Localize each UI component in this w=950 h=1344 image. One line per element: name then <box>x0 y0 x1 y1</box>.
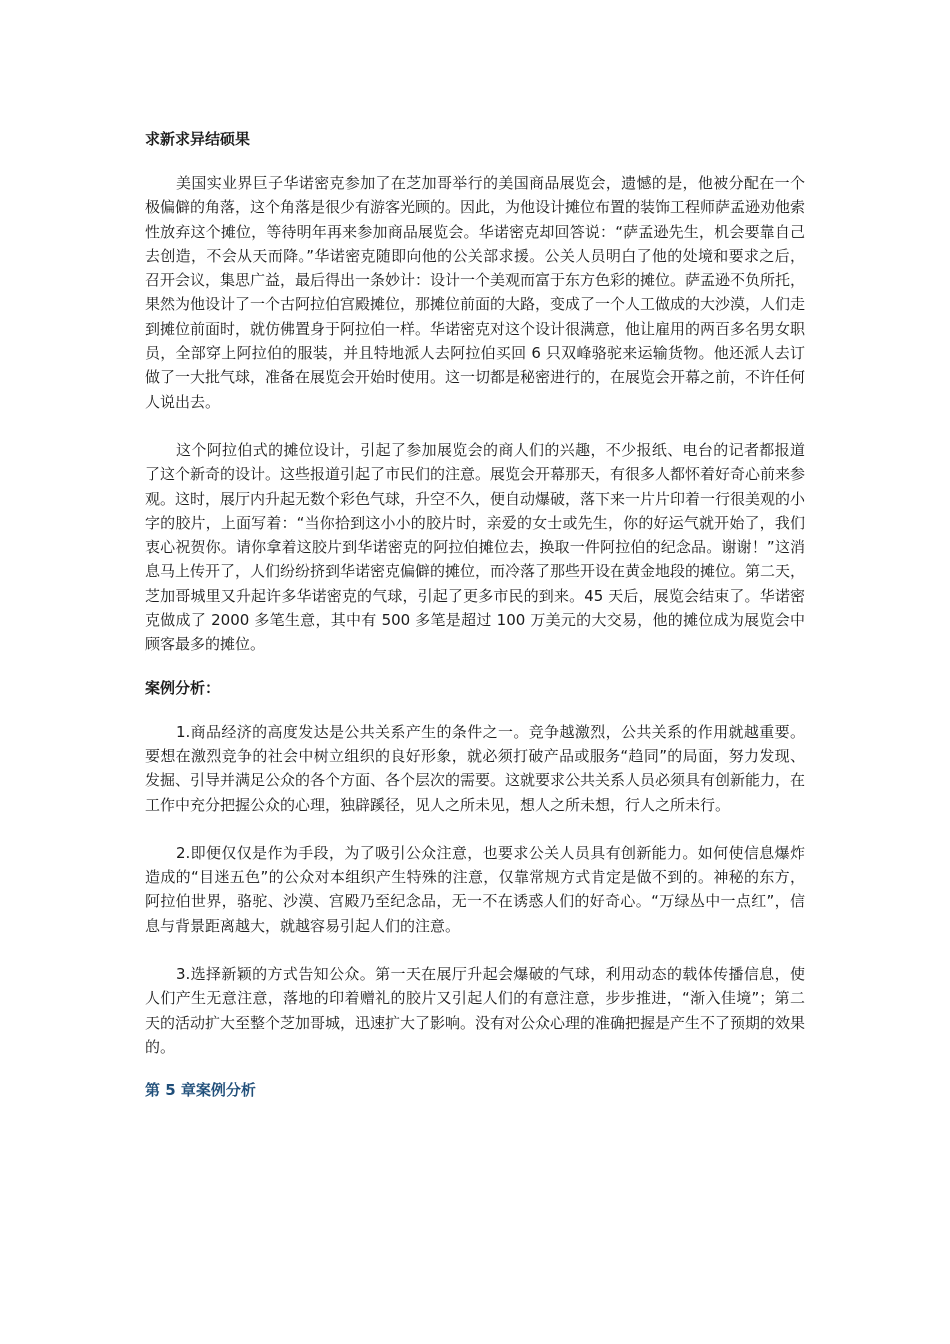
spacer <box>145 938 805 962</box>
story-paragraph-2: 这个阿拉伯式的摊位设计，引起了参加展览会的商人们的兴趣，不少报纸、电台的记者都报道了这个新奇的设计。这些报道引起了市民们的注意。展览会开幕那天，有很多人都怀着好奇心前来参观。这时，展厅内升起无数个彩色气球，升空不久，便自动爆破，落下来一片片印着一行很美观的小字的胶片，上面写着：“当你拾到这小小的胶片时，亲爱的女士或先生，你的好运气就开始了，我们衷心祝贺你。请你拿着这胶片到华诺密克的阿拉伯摊位去，换取一件阿拉伯的纪念品。谢谢！”这消息马上传开了，人们纷纷挤到华诺密克偏僻的摊位，而冷落了那些开设在黄金地段的摊位。第二天，芝加哥城里又升起许多华诺密克的气球，引起了更多市民的到来。45 天后，展览会结束了。华诺密克做成了 2000 多笔生意，其中有 500 多笔是超过 100 万美元的大交易，他的摊位成为展览会中顾客最多的摊位。 <box>145 440 806 654</box>
analysis-heading: 案例分析： <box>145 678 221 697</box>
analysis-point-2: 2.即便仅仅是作为手段，为了吸引公众注意，也要求公关人员具有创新能力。如何使信息爆炸造成的“目迷五色”的公众对本组织产生特殊的注意，仅靠常规方式肯定是做不到的。神秘的东方，阿拉伯世界，骆驼、沙漠、宫殿乃至纪念品，无一不在诱惑人们的好奇心。“万绿丛中一点红”，信息与背景距离越大，就越容易引起人们的注意。 <box>145 843 805 935</box>
story-paragraph-1: 美国实业界巨子华诺密克参加了在芝加哥举行的美国商品展览会，遗憾的是，他被分配在一个极偏僻的角落，这个角落是很少有游客光顾的。因此，为他设计摊位布置的装饰工程师萨孟逊劝他索性放弃这个摊位，等待明年再来参加商品展览会。华诺密克却回答说：“萨孟逊先生，机会要靠自己去创造，不会从天而降。”华诺密克随即向他的公关部求援。公关人员明白了他的处境和要求之后，召开会议，集思广益，最后得出一条妙计：设计一个美观而富于东方色彩的摊位。萨孟逊不负所托，果然为他设计了一个古阿拉伯宫殿摊位，那摊位前面的大路，变成了一个人工做成的大沙漠，人们走到摊位前面时，就仿佛置身于阿拉伯一样。华诺密克对这个设计很满意，他让雇用的两百多名男女职员，全部穿上阿拉伯的服装，并且特地派人去阿拉伯买回 6 只双峰骆驼来运输货物。他还派人去订做了一大批气球，准备在展览会开始时使用。这一切都是秘密进行的，在展览会开幕之前，不许任何人说出去。 <box>145 174 806 411</box>
document-page <box>145 128 805 1101</box>
spacer <box>145 150 805 171</box>
spacer <box>145 414 805 438</box>
spacer <box>145 657 805 677</box>
spacer <box>145 699 805 720</box>
case-title: 求新求异结硕果 <box>145 130 251 148</box>
spacer <box>145 817 805 841</box>
analysis-point-1: 1.商品经济的高度发达是公共关系产生的条件之一。竞争越激烈，公共关系的作用就越重要。要想在激烈竞争的社会中树立组织的良好形象，就必须打破产品或服务“趋同”的局面，努力发现、发掘、引导并满足公众的各个方面、各个层次的需要。这就要求公共关系人员必须具有创新能力，在工作中充分把握公众的心理，独辟蹊径，见人之所未见，想人之所未想，行人之所未行。 <box>145 722 806 814</box>
spacer <box>145 1059 805 1079</box>
analysis-point-3: 3.选择新颖的方式告知公众。第一天在展厅升起会爆破的气球，利用动态的载体传播信息，使人们产生无意注意，落地的印着赠礼的胶片又引起人们的有意注意，步步推进，“渐入佳境”；第二天的活动扩大至整个芝加哥城，迅速扩大了影响。没有对公众心理的准确把握是产生不了预期的效果的。 <box>145 965 806 1056</box>
chapter-heading: 第 5 章案例分析 <box>145 1081 256 1100</box>
